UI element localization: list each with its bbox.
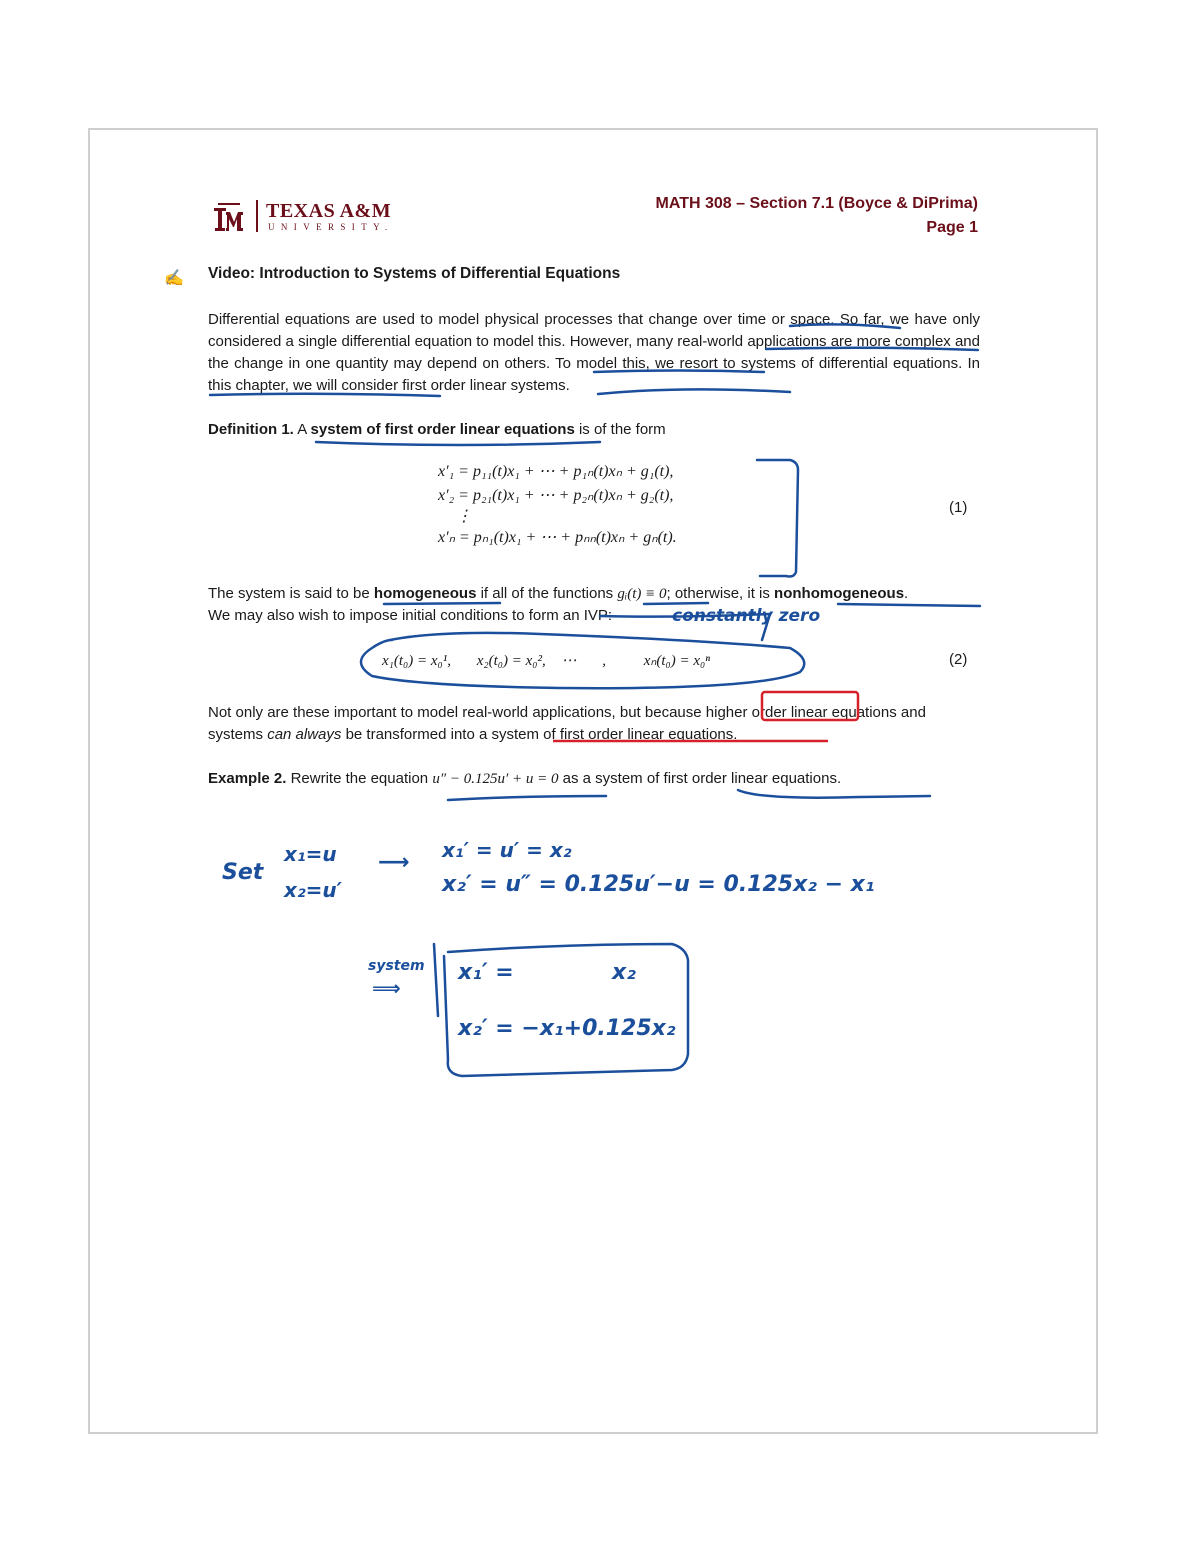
- importance-paragraph: [208, 702, 980, 746]
- hw-system-eq1-lhs: x₁′ =: [458, 960, 514, 985]
- hw-system-label: system: [368, 958, 425, 974]
- video-title: Video: Introduction to Systems of Differential Equations: [208, 265, 621, 282]
- definition-post: is of the form: [578, 421, 666, 438]
- ivp-eq2: x₂(t₀) = x₀²,: [476, 653, 546, 669]
- homogeneous-text: ; otherwise, it is: [666, 585, 770, 602]
- hw-derivative-2: x₂′ = u″ = 0.125u′−u = 0.125x₂ − x₁: [442, 872, 875, 897]
- university-subtitle: UNIVERSITY.: [268, 222, 394, 232]
- hw-set: Set: [222, 860, 264, 885]
- homogeneous-text: .: [904, 585, 909, 602]
- ivp-eq1: x₁(t₀) = x₀¹,: [382, 653, 451, 669]
- ivp-intro: We may also wish to impose initial conditions to form an IVP:: [208, 607, 613, 624]
- intro-paragraph: [208, 309, 980, 397]
- ivp-conditions: [382, 651, 710, 670]
- ivp-dots: ⋯: [561, 653, 577, 669]
- example-text: as a system of first order linear equations.: [562, 770, 842, 787]
- hw-x2-def: x₂=u′: [284, 878, 342, 902]
- importance-text: be transformed into a system of first order linear equations.: [345, 726, 738, 743]
- homogeneous-term: homogeneous: [373, 585, 477, 602]
- hw-implies: ⟹: [372, 976, 401, 1000]
- definition-term: system of first order linear equations: [310, 421, 575, 438]
- course-header: [656, 192, 978, 240]
- intro-text: Differential equations are used to model physical processes that change over time or space. So far, we have only considered a single differential equation to model this. However, many real-world applications are more complex and the change in one quantity may depend on others. To model this, we resort to systems of differential equations. In this chapter, we will consider first order linear systems.: [208, 311, 980, 394]
- hw-system-eq1-rhs: x₂: [612, 960, 636, 985]
- hw-derivative-1: x₁′ = u′ = x₂: [442, 838, 572, 862]
- ivp-eq3: xₙ(t₀) = x₀ⁿ: [643, 653, 710, 669]
- nonhomogeneous-term: nonhomogeneous: [774, 585, 905, 602]
- definition-line: [208, 419, 980, 441]
- system-equations: [438, 460, 677, 550]
- homogeneous-paragraph: [208, 583, 980, 627]
- university-name: TEXAS A&M: [266, 200, 392, 222]
- page-label: Page 1: [926, 219, 978, 236]
- logo-separator: [256, 200, 258, 232]
- atm-logo-icon: [212, 202, 246, 232]
- example-text: Rewrite the equation: [290, 770, 429, 787]
- example-equation: u″ − 0.125u′ + u = 0: [432, 771, 559, 787]
- homogeneous-text: if all of the functions: [480, 585, 614, 602]
- note-constantly-zero: constantly zero: [672, 606, 821, 626]
- example-label: Example 2.: [208, 770, 287, 787]
- course-line: MATH 308 – Section 7.1 (Boyce & DiPrima): [655, 195, 978, 212]
- hw-system-eq2: x₂′ = −x₁+0.125x₂: [458, 1016, 676, 1041]
- hw-arrow: ⟶: [378, 850, 410, 875]
- pen-icon: ✍: [164, 270, 184, 287]
- homogeneous-text: The system is said to be: [208, 585, 370, 602]
- equation-number-2: (2): [949, 651, 968, 668]
- example-paragraph: [208, 768, 980, 790]
- hw-x1-def: x₁=u: [284, 842, 337, 866]
- ivp-comma: ,: [602, 653, 606, 669]
- homogeneous-condition: gᵢ(t) ≡ 0: [617, 586, 667, 602]
- importance-text: Not only are these important to model real-world applications, but because higher order linear equations and systems: [208, 704, 926, 743]
- definition-label: Definition 1.: [208, 421, 294, 438]
- equation-number-1: (1): [949, 499, 968, 516]
- importance-emphasis: can always: [267, 726, 342, 743]
- definition-pre: A: [297, 421, 307, 438]
- equation-row: x′ₙ = pₙ₁(t)x₁ + ⋯ + pₙₙ(t)xₙ + gₙ(t).: [438, 529, 677, 546]
- equation-row: x′₂ = p₂₁(t)x₁ + ⋯ + p₂ₙ(t)xₙ + g₂(t),: [438, 487, 674, 504]
- equation-row: x′₁ = p₁₁(t)x₁ + ⋯ + p₁ₙ(t)xₙ + g₁(t),: [438, 463, 674, 480]
- equation-row-dots: ⋮: [456, 508, 472, 525]
